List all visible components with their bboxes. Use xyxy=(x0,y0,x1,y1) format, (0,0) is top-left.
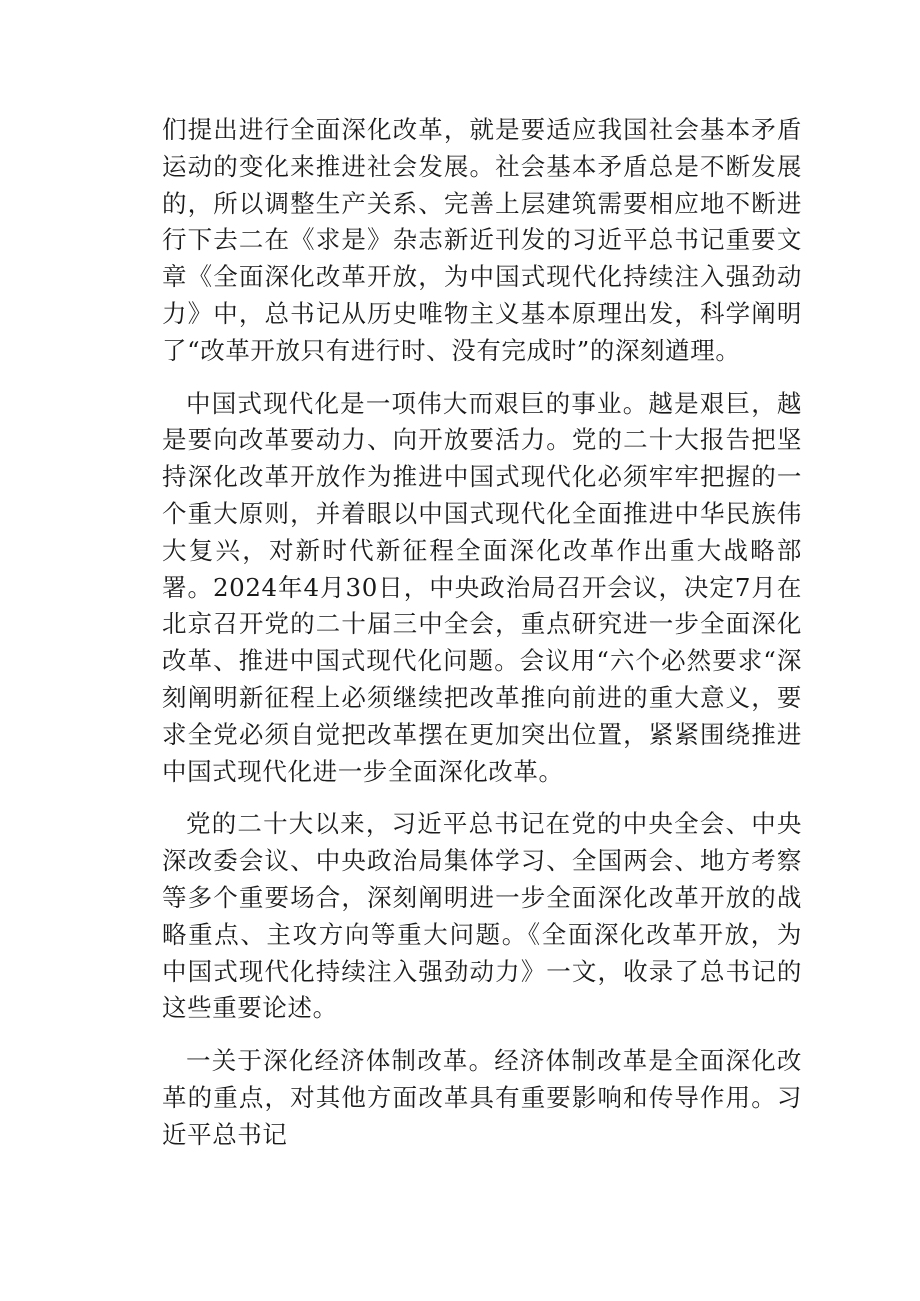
paragraph-continuation: 们提出进行全面深化改革，就是要适应我国社会基本矛盾运动的变化来推进社会发展。社会基本矛盾总是不断发展的，所以调整生产关系、完善上层建筑需要相应地不断进行下去二在《求是》杂志新近刊发的习近平总书记重要文章《全面深化改革开放，为中国式现代化持续注入强劲动力》中，总书记从历史唯物主义基本原理出发，科学阐明了“改革开放只有进行时、没有完成时”的深刻遒理。 xyxy=(162,115,802,365)
paragraph-modernization: 中国式现代化是一项伟大而艰巨的事业。越是艰巨，越是要向改革要动力、向开放要活力。党的二十大报告把坚持深化改革开放作为推进中国式现代化必须牢牢把握的一个重大原则，并着眼以中国式现代化全面推进中华民族伟大复兴，对新时代新征程全面深化改革作出重大战略部署。2024年4月30日，中央政治局召开会议，决定7月在北京召开党的二十届三中全会，重点研究进一步全面深化改革、推进中国式现代化问题。会议用“六个必然要求“深刻阐明新征程上必须继续把改革推向前进的重大意义，要求全党必须自觉把改革摆在更加突出位置，紧紧围绕推进中国式现代化进一步全面深化改革。 xyxy=(162,388,802,786)
paragraph-since-20th-congress: 党的二十大以来，习近平总书记在党的中央全会、中央深改委会议、中央政治局集体学习、全国两会、地方考察等多个重要场合，深刻阐明进一步全面深化改革开放的战略重点、主攻方向等重大问题。《全面深化改革开放，为中国式现代化持续注入强劲动力》一文，收录了总书记的这些重要论述。 xyxy=(162,809,802,1023)
paragraph-economic-reform: 一关于深化经济体制改革。经济体制改革是全面深化改革的重点，对其他方面改革具有重要影响和传导作用。习近平总书记 xyxy=(162,1046,802,1149)
document-body xyxy=(162,112,802,1154)
